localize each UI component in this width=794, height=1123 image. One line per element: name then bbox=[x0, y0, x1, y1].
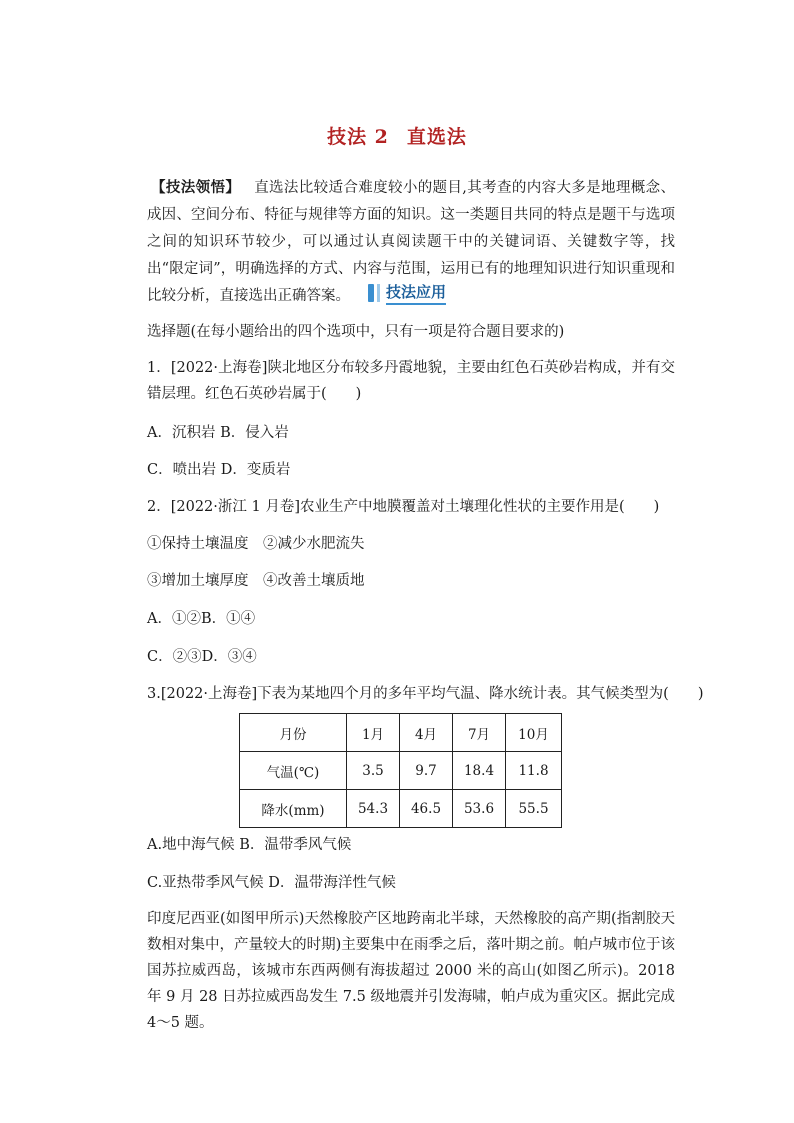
reading-passage: 印度尼西亚(如图甲所示)天然橡胶产区地跨南北半球，天然橡胶的高产期(指割胶天数相对集中，产量较大的时期)主要集中在雨季之后，落叶期之前。帕卢城市位于该国苏拉威西岛，该城市东西两侧有海拔超过 2000 米的高山(如图乙所示)。2018 年 9 月 28 日苏拉威西岛发生 7.5 级地震并引发海啸，帕卢成为重灾区。据此完成 4～5 题。 bbox=[147, 911, 675, 1031]
table-cell: 9.7 bbox=[400, 752, 453, 790]
table-cell: 11.8 bbox=[506, 752, 562, 790]
table-cell: 54.3 bbox=[347, 790, 400, 828]
table-cell: 1月 bbox=[347, 714, 400, 752]
section-label: 技法应用 bbox=[386, 281, 446, 305]
table-cell: 46.5 bbox=[400, 790, 453, 828]
tip-text: 直选法比较适合难度较小的题目,其考查的内容大多是地理概念、成因、空间分布、特征与规律等方面的知识。这一类题目共同的特点是题干与选项之间的知识环节较少，可以通过认真阅读题干中的关键词语、关键数字等，找出“限定词”，明确选择的方式、内容与范围，运用已有的地理知识进行知识重现和比较分析，直接选出正确答案。 bbox=[147, 180, 675, 304]
table-row bbox=[240, 790, 562, 828]
table-cell: 7月 bbox=[453, 714, 506, 752]
question-1-options-cd: C．喷出岩 D．变质岩 bbox=[147, 462, 291, 478]
table-cell: 55.5 bbox=[506, 790, 562, 828]
question-1-stem: 1．[2022·上海卷]陕北地区分布较多丹霞地貌，主要由红色石英砂岩构成，并有交错层理。红色石英砂岩属于( ) bbox=[147, 360, 675, 402]
question-3-options-cd: C.亚热带季风气候 D．温带海洋性气候 bbox=[147, 875, 396, 891]
section-heading bbox=[368, 283, 446, 303]
table-cell: 降水(mm) bbox=[240, 790, 347, 828]
question-2-items-12: ①保持土壤温度 ②减少水肥流失 bbox=[147, 536, 365, 552]
table-cell: 气温(℃) bbox=[240, 752, 347, 790]
question-2-items-34: ③增加土壤厚度 ④改善土壤质地 bbox=[147, 573, 365, 589]
table-cell: 10月 bbox=[506, 714, 562, 752]
question-2-options-cd: C．②③D．③④ bbox=[147, 649, 257, 665]
table-cell: 月份 bbox=[240, 714, 347, 752]
question-2-options-ab: A．①②B．①④ bbox=[147, 611, 256, 627]
instruction-text: 选择题(在每小题给出的四个选项中，只有一项是符合题目要求的) bbox=[147, 324, 565, 340]
question-2-stem: 2．[2022·浙江 1 月卷]农业生产中地膜覆盖对土壤理化性状的主要作用是( ) bbox=[147, 499, 660, 515]
question-3-stem: 3.[2022·上海卷]下表为某地四个月的多年平均气温、降水统计表。其气候类型为( ) bbox=[147, 686, 704, 702]
table-cell: 3.5 bbox=[347, 752, 400, 790]
table-row bbox=[240, 752, 562, 790]
climate-table bbox=[239, 713, 562, 828]
title-sub: 直选法 bbox=[406, 126, 467, 148]
title-main: 技法 2 bbox=[327, 126, 389, 148]
section-bar-accent-icon bbox=[377, 284, 380, 302]
table-row bbox=[240, 714, 562, 752]
table-cell: 18.4 bbox=[453, 752, 506, 790]
table-cell: 4月 bbox=[400, 714, 453, 752]
section-bar-icon bbox=[368, 284, 374, 302]
question-1-options-ab: A．沉积岩 B．侵入岩 bbox=[147, 425, 289, 441]
page-title bbox=[0, 122, 794, 149]
tip-tag: 【技法领悟】 bbox=[151, 179, 241, 196]
question-3-options-ab: A.地中海气候 B．温带季风气候 bbox=[147, 837, 352, 853]
table-cell: 53.6 bbox=[453, 790, 506, 828]
